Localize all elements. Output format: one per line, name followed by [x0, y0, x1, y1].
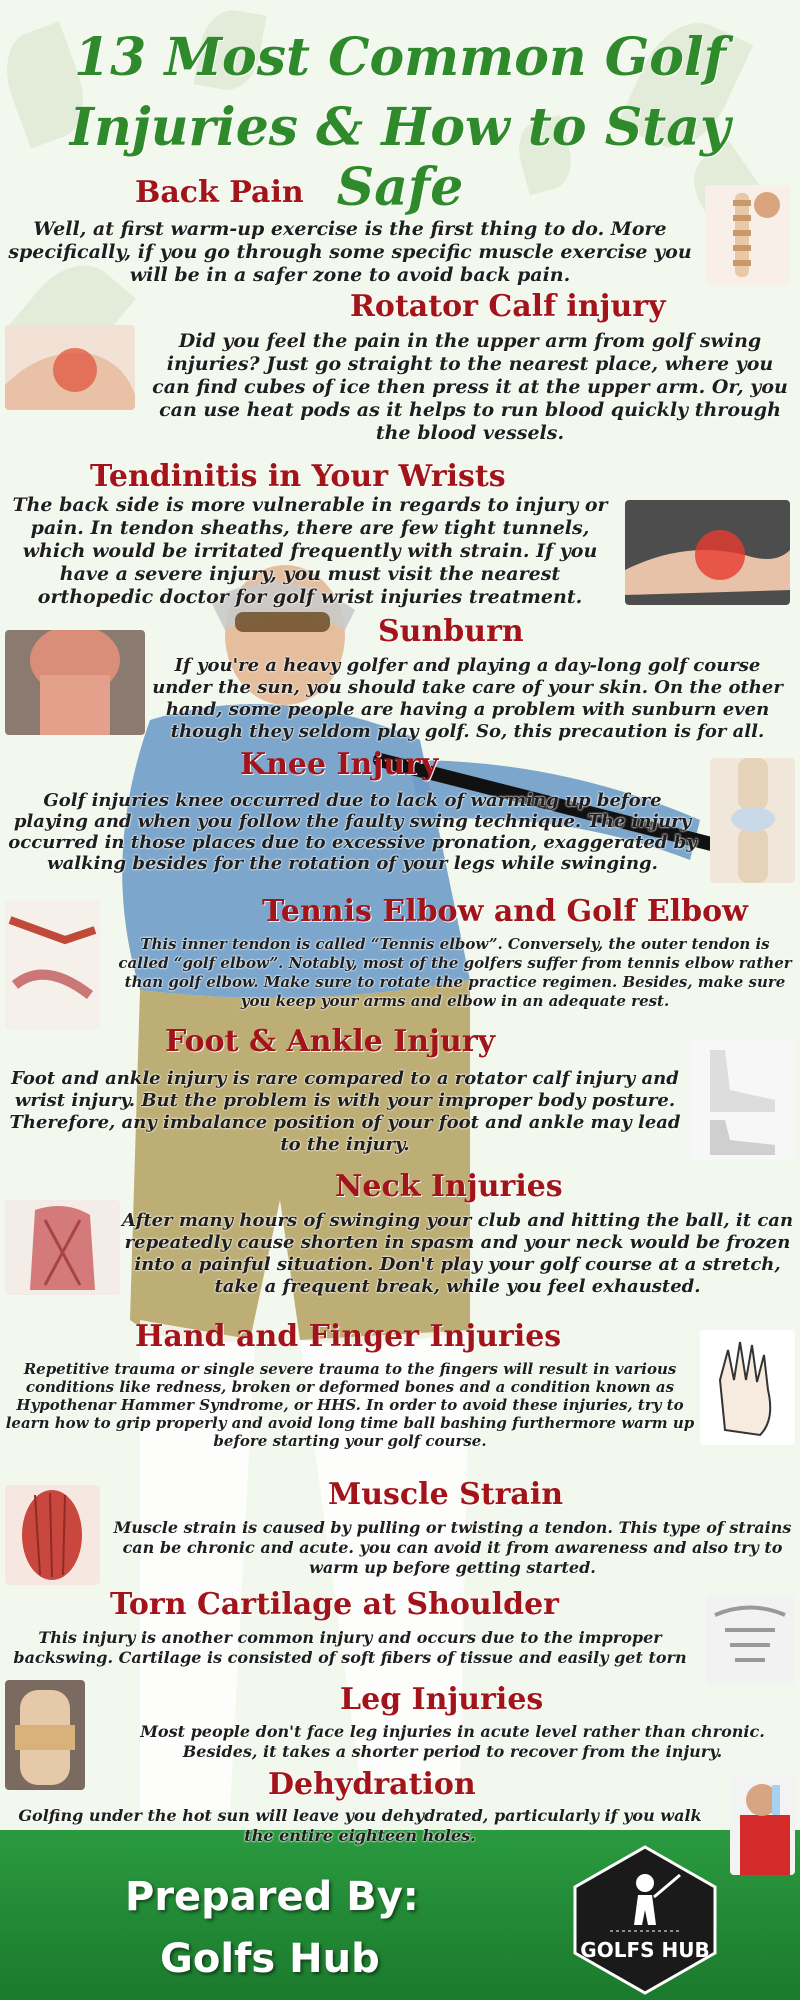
shoulder-pain-icon	[5, 325, 135, 410]
section-title-sunburn: Sunburn	[378, 614, 524, 649]
section-title-elbow: Tennis Elbow and Golf Elbow	[262, 894, 748, 929]
section-title-dehydration: Dehydration	[268, 1767, 476, 1802]
section-title-hand-finger: Hand and Finger Injuries	[135, 1319, 562, 1354]
spine-illustration-icon	[705, 185, 790, 285]
footer-prepared-by: Prepared By:	[125, 1874, 419, 1920]
page-title-line1: 13 Most Common Golf	[73, 27, 727, 88]
section-title-tendinitis: Tendinitis in Your Wrists	[90, 459, 506, 494]
hand-sketch-icon	[700, 1330, 795, 1445]
section-body-elbow: This inner tendon is called “Tennis elbow”. Conversely, the outer tendon is called “golf elbow”. Notably, most of the golfers suffer from tennis elbow rather than golf elbow. Make sure to rotate the practice regimen. Besides, make sure you keep your arms and elbow in an adequate rest.	[118, 935, 792, 1010]
shoulder-skeleton-icon	[705, 1595, 795, 1685]
sunburned-neck-icon	[5, 630, 145, 735]
elbow-anatomy-icon	[5, 900, 100, 1030]
section-body-torn-cartilage: This injury is another common injury and occurs due to the improper backswing. Cartilage is consisted of soft fibers of tissue and easily get torn	[13, 1628, 687, 1667]
drinking-water-icon	[730, 1775, 795, 1875]
foot-ankle-diagram-icon	[690, 1040, 795, 1160]
section-body-tendinitis: The back side is more vulnerable in regards to injury or pain. In tendon sheaths, there are few tight tunnels, which would be irritated frequently with strain. If you have a severe injury, you must visit the nearest orthopedic doctor for golf wrist injuries treatment.	[12, 494, 608, 608]
neck-muscles-icon	[5, 1200, 120, 1295]
golfs-hub-logo	[570, 1845, 720, 1995]
golfer-silhouette-icon	[570, 1845, 720, 1995]
section-body-sunburn: If you're a heavy golfer and playing a day-long golf course under the sun, you should take care of your skin. On the other hand, some people are having a problem with sunburn even though they seldom play golf. So, this precaution is for all.	[152, 655, 783, 742]
section-body-foot-ankle: Foot and ankle injury is rare compared to a rotator calf injury and wrist injury. But the problem is with your improper body posture. Therefore, any imbalance position of your foot and ankle may lead to the injury.	[9, 1068, 681, 1155]
section-title-neck: Neck Injuries	[335, 1169, 563, 1204]
knee-joint-icon	[710, 758, 795, 883]
section-body-muscle-strain: Muscle strain is caused by pulling or twisting a tendon. This type of strains can be chronic and acute. you can avoid it from awareness and also try to warm up before getting started.	[113, 1518, 792, 1577]
section-body-leg-injuries: Most people don't face leg injuries in acute level rather than chronic. Besides, it takes a shorter period to recover from the injury.	[140, 1722, 765, 1761]
footer-brand-name: Golfs Hub	[160, 1936, 380, 1982]
muscle-fibers-icon	[5, 1485, 100, 1585]
section-title-muscle-strain: Muscle Strain	[328, 1477, 564, 1512]
section-title-leg-injuries: Leg Injuries	[340, 1682, 544, 1717]
section-body-hand-finger: Repetitive trauma or single severe trauma to the fingers will result in various conditions like redness, broken or deformed bones and a condition known as Hypothenar Hammer Syndrome, or HHS. In order to avoid these injuries, try to learn how to grip properly and avoid long time ball bashing furthermore warm up before starting your golf course.	[5, 1360, 695, 1450]
section-body-rotator-calf: Did you feel the pain in the upper arm from golf swing injuries? Just go straight to the nearest place, where you can find cubes of ice then press it at the upper arm. Or, you can use heat pods as it helps to run blood quickly through the blood vessels.	[152, 330, 788, 444]
logo-text: GOLFS HUB	[580, 1938, 710, 1962]
section-title-foot-ankle: Foot & Ankle Injury	[165, 1024, 496, 1059]
section-body-knee-injury: Golf injuries knee occurred due to lack of warming up before playing and when you follow the faulty swing technique. The injury occurred in those places due to excessive pronation, exaggerated by walking besides for the rotation of your legs while swinging.	[8, 790, 697, 874]
section-title-back-pain: Back Pain	[135, 175, 304, 210]
section-title-torn-cartilage: Torn Cartilage at Shoulder	[110, 1587, 559, 1622]
section-title-knee-injury: Knee Injury	[240, 747, 439, 782]
section-body-neck: After many hours of swinging your club and hitting the ball, it can repeatedly cause shorten in spasm and your neck would be frozen into a painful situation. Don't play your golf course at a stretch, take a frequent break, while you feel exhausted.	[121, 1210, 794, 1297]
section-body-back-pain: Well, at first warm-up exercise is the first thing to do. More specifically, if you go through some specific muscle exercise you will be in a safer zone to avoid back pain.	[8, 218, 692, 286]
section-body-dehydration: Golfing under the hot sun will leave you dehydrated, particularly if you walk the entire eighteen holes.	[18, 1806, 702, 1845]
page-title-line2: Injuries & How to Stay Safe	[69, 97, 731, 218]
wrist-pain-icon	[625, 500, 790, 605]
knee-wrap-icon	[5, 1680, 85, 1790]
section-title-rotator-calf: Rotator Calf injury	[350, 289, 666, 324]
